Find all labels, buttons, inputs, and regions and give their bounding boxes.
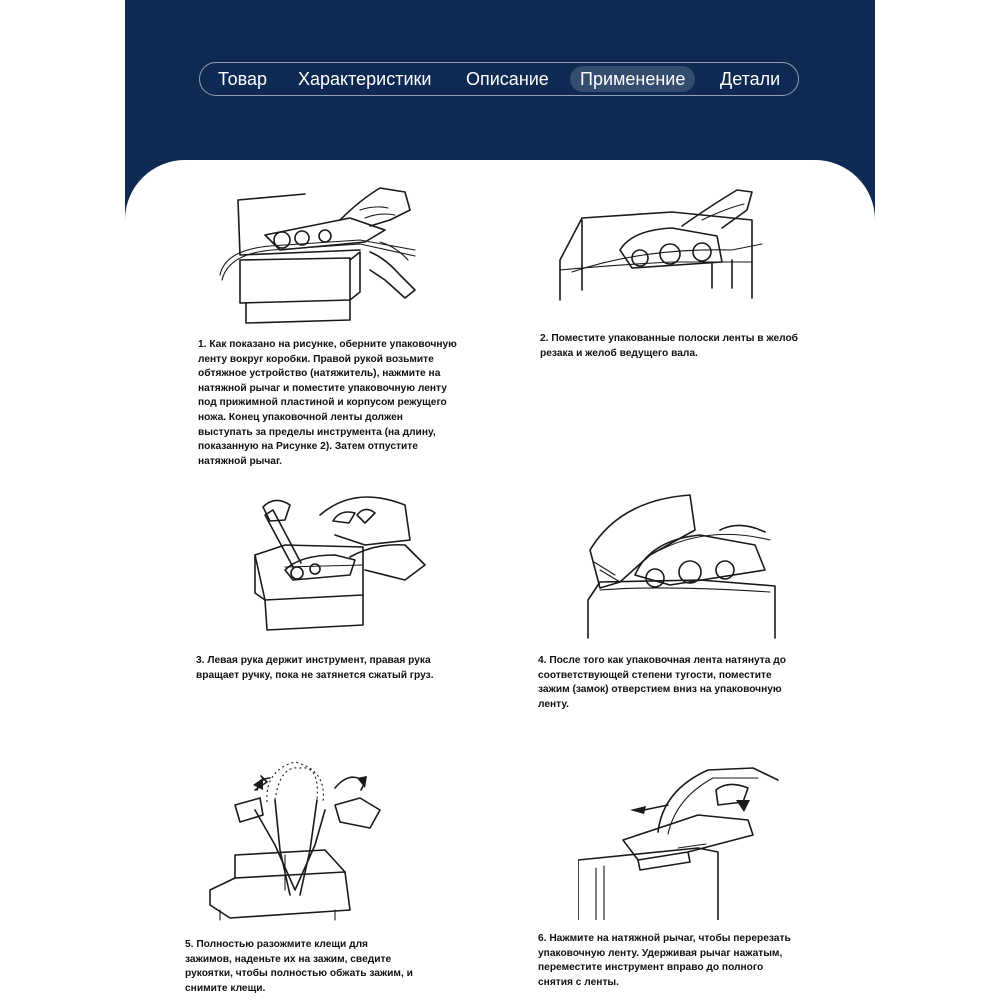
step-5-illustration [205, 760, 390, 925]
tab-specifications[interactable]: Характеристики [298, 69, 432, 89]
step-1-text: 1. Как показано на рисунке, оберните упаковочную ленту вокруг коробки. Правой рукой возьмите обтяжное устройство (натяжитель), нажмите на натяжной рычаг и поместите упаковочную ленту под прижимной пластиной и корпусом режущего ножа. Конец упаковочной ленты должен выступать за пределы инструмента (на длину, показанную на Рисунке 2). Затем отпустите натяжной рычаг. [198, 339, 457, 467]
step-6-illustration [578, 760, 783, 920]
tab-usage[interactable]: Применение [570, 66, 695, 92]
tab-nav [199, 62, 799, 96]
step-3-text: 3. Левая рука держит инструмент, правая рука вращает ручку, пока не затянется сжатый груз. [196, 655, 434, 681]
step-3-illustration [245, 485, 430, 640]
step-2-illustration [552, 180, 767, 315]
step-4-illustration [580, 490, 785, 640]
step-1-illustration [210, 180, 425, 330]
step-4-text: 4. После того как упаковочная лента натянута до соответствующей степени тугости, поместите зажим (замок) отверстием вниз на упаковочную ленту. [538, 655, 786, 710]
tab-product[interactable]: Товар [218, 69, 267, 89]
step-6-text: 6. Нажмите на натяжной рычаг, чтобы перерезать упаковочную ленту. Удерживая рычаг нажатым, переместите инструмент вправо до полного снятия с ленты. [538, 933, 791, 988]
tab-description[interactable]: Описание [466, 69, 549, 89]
step-5-text: 5. Полностью разожмите клещи для зажимов, наденьте их на зажим, сведите рукоятки, чтобы полностью обжать зажим, и снимите клещи. [185, 939, 413, 994]
tab-details[interactable]: Детали [720, 69, 781, 89]
step-2-text: 2. Поместите упакованные полоски ленты в желоб резака и желоб ведущего вала. [540, 333, 798, 359]
